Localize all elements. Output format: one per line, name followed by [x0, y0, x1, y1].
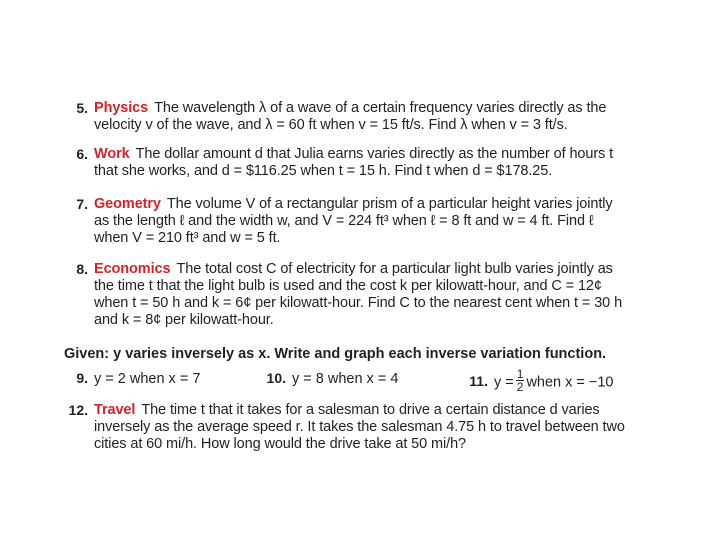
problem-body [94, 196, 674, 247]
given-instructions: Given: y varies inversely as x. Write and graph each inverse variation function. [64, 346, 607, 362]
problem-body [94, 146, 674, 180]
problem-line [94, 100, 674, 117]
problem-line: cities at 60 mi/h. How long would the drive take at 50 mi/h? [94, 436, 466, 452]
problem-line: and k = 8¢ per kilowatt-hour. [94, 312, 274, 328]
problem-line: that she works, and d = $116.25 when t = 15 h. Find t when d = $178.25. [94, 163, 553, 179]
problem-line [94, 261, 674, 278]
problem-text: y = 2 when x = 7 [94, 371, 201, 387]
problem-number: 6. [76, 146, 88, 162]
problem-line: the time t that the light bulb is used and the cost k per kilowatt-hour, and C = 12¢ [94, 278, 602, 294]
problem-topic: Geometry [94, 196, 161, 212]
problem-number: 5. [76, 100, 88, 116]
problem-number: 11. [469, 373, 488, 390]
problem-body [94, 100, 674, 134]
problem-line: velocity v of the wave, and λ = 60 ft when v = 15 ft/s. Find λ when v = 3 ft/s. [94, 117, 568, 133]
problem-text: y = 8 when x = 4 [292, 371, 399, 387]
problem-text: The wavelength λ of a wave of a certain frequency varies directly as the [154, 100, 607, 116]
problem-10 [262, 370, 398, 392]
problem-number: 8. [76, 261, 88, 277]
problem-line: when t = 50 h and k = 6¢ per kilowatt-hour. Find C to the nearest cent when t = 30 h [94, 295, 623, 311]
problem-body [94, 261, 674, 329]
problem-body [94, 402, 674, 453]
problem-line: inversely as the average speed r. It takes the salesman 4.75 h to travel between two [94, 419, 625, 435]
problem-number: 9. [76, 370, 88, 386]
problem-text: The total cost C of electricity for a particular light bulb varies jointly as [176, 261, 613, 277]
problem-line [94, 402, 674, 419]
problem-topic: Travel [94, 402, 136, 418]
problem-number: 12. [68, 402, 88, 418]
fraction-denominator: 2 [516, 380, 524, 394]
problem-number: 10. [266, 370, 286, 386]
problem-text: The volume V of a rectangular prism of a particular height varies jointly [166, 196, 613, 212]
problem-text-suffix: when x = −10 [526, 374, 614, 391]
problem-topic: Work [94, 146, 130, 162]
problem-11 [464, 367, 614, 394]
problem-text-prefix: y = [494, 374, 514, 391]
problem-number: 7. [76, 196, 88, 212]
problem-line [94, 196, 674, 213]
fraction-numerator: 1 [516, 367, 524, 381]
problem-line [94, 146, 674, 163]
problem-topic: Economics [94, 261, 171, 277]
problem-text: The dollar amount d that Julia earns varies directly as the number of hours t [135, 146, 614, 162]
problem-line: when V = 210 ft³ and w = 5 ft. [94, 230, 281, 246]
problem-topic: Physics [94, 100, 149, 116]
fraction [516, 368, 525, 393]
problem-9 [64, 370, 200, 392]
problem-line: as the length ℓ and the width w, and V = 224 ft³ when ℓ = 8 ft and w = 4 ft. Find ℓ [94, 213, 594, 229]
problem-text: The time t that it takes for a salesman to drive a certain distance d varies [141, 402, 600, 418]
